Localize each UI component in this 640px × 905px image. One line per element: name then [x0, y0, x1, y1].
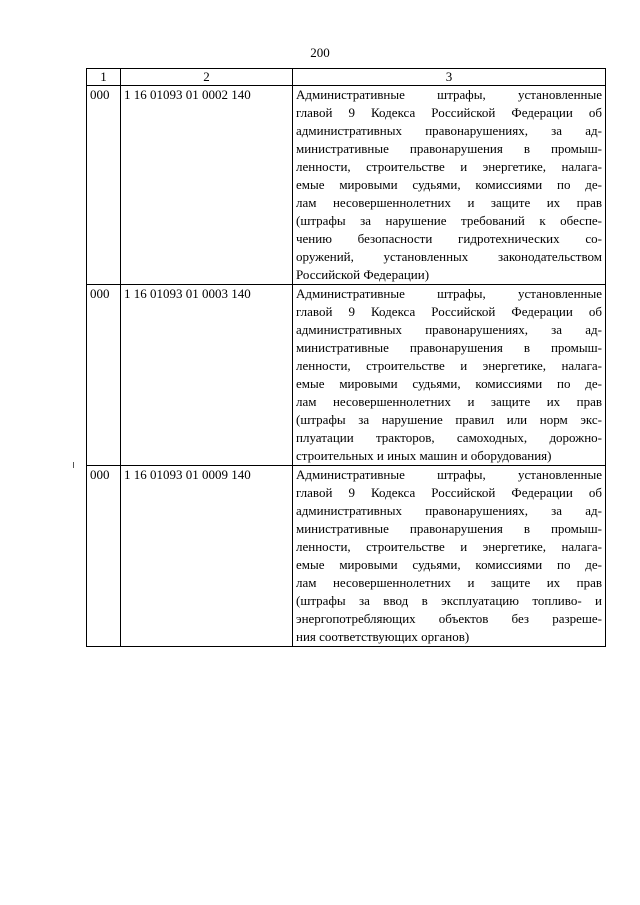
margin-mark — [73, 462, 74, 468]
description-line: министративные правонарушения в промыш- — [296, 340, 602, 355]
description-cell — [293, 466, 606, 647]
table-row — [87, 466, 606, 647]
description-line: главой 9 Кодекса Российской Федерации об — [296, 304, 602, 319]
description-line: Административные штрафы, установленные — [296, 87, 602, 102]
column-header-1: 1 — [87, 69, 121, 86]
admin-code-cell: 000 — [87, 466, 121, 647]
description-line: Российской Федерации) — [296, 267, 430, 282]
description-line: министративные правонарушения в промыш- — [296, 141, 602, 156]
description-line: оружений, установленных законодательством — [296, 249, 602, 264]
table-row — [87, 86, 606, 285]
description-line: емые мировыми судьями, комиссиями по де- — [296, 177, 602, 192]
admin-code-cell: 000 — [87, 86, 121, 285]
table-row — [87, 285, 606, 466]
description-line: административных правонарушениях, за ад- — [296, 123, 602, 138]
description-line: лам несовершеннолетних и защите их прав — [296, 195, 602, 210]
budget-codes-table — [86, 68, 606, 647]
kbk-code-cell: 1 16 01093 01 0002 140 — [121, 86, 293, 285]
column-header-3: 3 — [293, 69, 606, 86]
description-line: Административные штрафы, установленные — [296, 286, 602, 301]
description-line: лам несовершеннолетних и защите их прав — [296, 394, 602, 409]
description-line: чению безопасности гидротехнических со- — [296, 231, 602, 246]
description-line: плуатации тракторов, самоходных, дорожно- — [296, 430, 602, 445]
description-line: лам несовершеннолетних и защите их прав — [296, 575, 602, 590]
admin-code-cell: 000 — [87, 285, 121, 466]
description-line: энергопотребляющих объектов без разреше- — [296, 611, 602, 626]
description-line: административных правонарушениях, за ад- — [296, 322, 602, 337]
description-line: (штрафы за нарушение требований к обеспе- — [296, 213, 602, 228]
description-line: ния соответствующих органов) — [296, 629, 470, 644]
description-line: ленности, строительстве и энергетике, налага- — [296, 358, 602, 373]
description-line: министративные правонарушения в промыш- — [296, 521, 602, 536]
kbk-code-cell: 1 16 01093 01 0009 140 — [121, 466, 293, 647]
description-line: ленности, строительстве и энергетике, налага- — [296, 159, 602, 174]
description-line: (штрафы за ввод в эксплуатацию топливо- и — [296, 593, 602, 608]
description-line: Административные штрафы, установленные — [296, 467, 602, 482]
description-line: (штрафы за нарушение правил или норм экс- — [296, 412, 602, 427]
page-number: 200 — [310, 45, 330, 60]
description-line: главой 9 Кодекса Российской Федерации об — [296, 485, 602, 500]
column-header-2: 2 — [121, 69, 293, 86]
description-line: административных правонарушениях, за ад- — [296, 503, 602, 518]
description-line: емые мировыми судьями, комиссиями по де- — [296, 376, 602, 391]
description-line: емые мировыми судьями, комиссиями по де- — [296, 557, 602, 572]
description-line: строительных и иных машин и оборудования) — [296, 448, 552, 463]
description-cell — [293, 86, 606, 285]
description-line: главой 9 Кодекса Российской Федерации об — [296, 105, 602, 120]
kbk-code-cell: 1 16 01093 01 0003 140 — [121, 285, 293, 466]
table-header-row — [87, 69, 606, 86]
description-line: ленности, строительстве и энергетике, налага- — [296, 539, 602, 554]
description-cell — [293, 285, 606, 466]
